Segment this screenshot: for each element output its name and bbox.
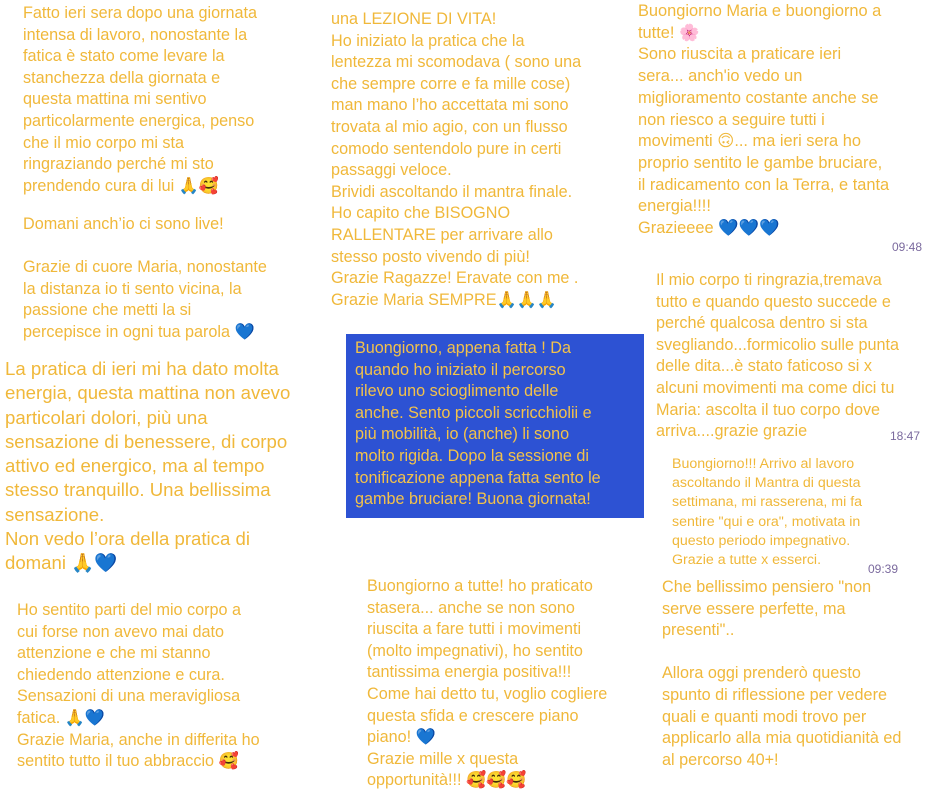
- message-2: Domani anch’io ci sono live!: [23, 215, 224, 233]
- message-3: Grazie di cuore Maria, nonostante la distanza io ti sento vicina, la passione che metti la si percepisce in ogni tua parola 💙: [23, 258, 267, 341]
- message-4: La pratica di ieri mi ha dato molta energia, questa mattina non avevo particolari dolori, più una sensazione di benessere, di corpo attivo ed energico, ma al tempo stesso tranquillo. Una bellissima sensazione. Non vedo l’ora della pratica di domani 🙏💙: [5, 358, 291, 574]
- message-1: Fatto ieri sera dopo una giornata intensa di lavoro, nonostante la fatica è stato come levare la stanchezza della giornata e questa mattina mi sentivo particolarmente energica, penso che il mio corpo mi sta ringraziando perché mi sto prendendo cura di lui 🙏🥰: [23, 4, 257, 195]
- message-5: Ho sentito parti del mio corpo a cui forse non avevo mai dato attenzione e che mi stanno chiedendo attenzione e cura. Sensazioni di una meravigliosa fatica. 🙏💙 Grazie Maria, anche in differita ho sentito tutto il tuo abbraccio 🥰: [17, 601, 260, 771]
- message-12: Che bellissimo pensiero "non serve essere perfette, ma presenti".. Allora oggi prenderò questo spunto di riflessione per vedere quali e quanti modi trovo per applicarlo alla mia quotidianità ed al percorso 40+!: [662, 578, 902, 769]
- message-10: Il mio corpo ti ringrazia,tremava tutto e quando questo succede e perché qualcosa dentro si sta svegliando...formicolio sulle punta delle dita...è stato faticoso si x alcuni movimenti ma come dici tu Maria: ascolta il tuo corpo dove arriva....grazie grazie: [656, 271, 899, 441]
- message-6: una LEZIONE DI VITA! Ho iniziato la pratica che la lentezza mi scomodava ( sono una che sempre corre e fa mille cose) man mano l’ho accettata mi sono trovata al mio agio, con un flusso comodo sentendolo pure in certi passaggi veloce. Brividi ascoltando il mantra finale. Ho capito che BISOGNO RALLENTARE per arrivare allo stesso posto vivendo di più! Grazie Ragazze! Eravate con me . Grazie Maria SEMPRE🙏🙏🙏: [331, 10, 582, 309]
- message-7: Buongiorno, appena fatta ! Da quando ho iniziato il percorso rilevo uno scioglimento delle anche. Sento piccoli scricchiolii e più mobilità, io (anche) li sono molto rigida. Dopo la sessione di tonificazione appena fatta sento le gambe bruciare! Buona giornata!: [355, 339, 601, 509]
- message-11: Buongiorno!!! Arrivo al lavoro ascoltando il Mantra di questa settimana, mi rasserena, mi fa sentire "qui e ora", motivata in questo periodo impegnativo. Grazie a tutte x esserci.: [672, 456, 863, 569]
- timestamp-3: 09:39: [868, 562, 899, 576]
- message-9: Buongiorno Maria e buongiorno a tutte! 🌸 Sono riuscita a praticare ieri sera... anch'io vedo un miglioramento costante anche se non riesco a seguire tutti i movimenti 🙃... ma ieri sera ho proprio sentito le gambe bruciare, il radicamento con la Terra, e tanta energia!!!! Grazieeee 💙💙💙: [638, 2, 890, 238]
- timestamp-2: 18:47: [890, 429, 921, 443]
- timestamp-1: 09:48: [892, 240, 923, 254]
- message-8: Buongiorno a tutte! ho praticato stasera... anche se non sono riuscita a fare tutti i movimenti (molto impegnativi), ho sentito tantissima energia positiva!!! Come hai detto tu, voglio cogliere questa sfida e crescere piano piano! 💙 Grazie mille x questa opportunità!!! 🥰🥰🥰: [367, 577, 608, 790]
- highlighted-message-card: [346, 334, 644, 518]
